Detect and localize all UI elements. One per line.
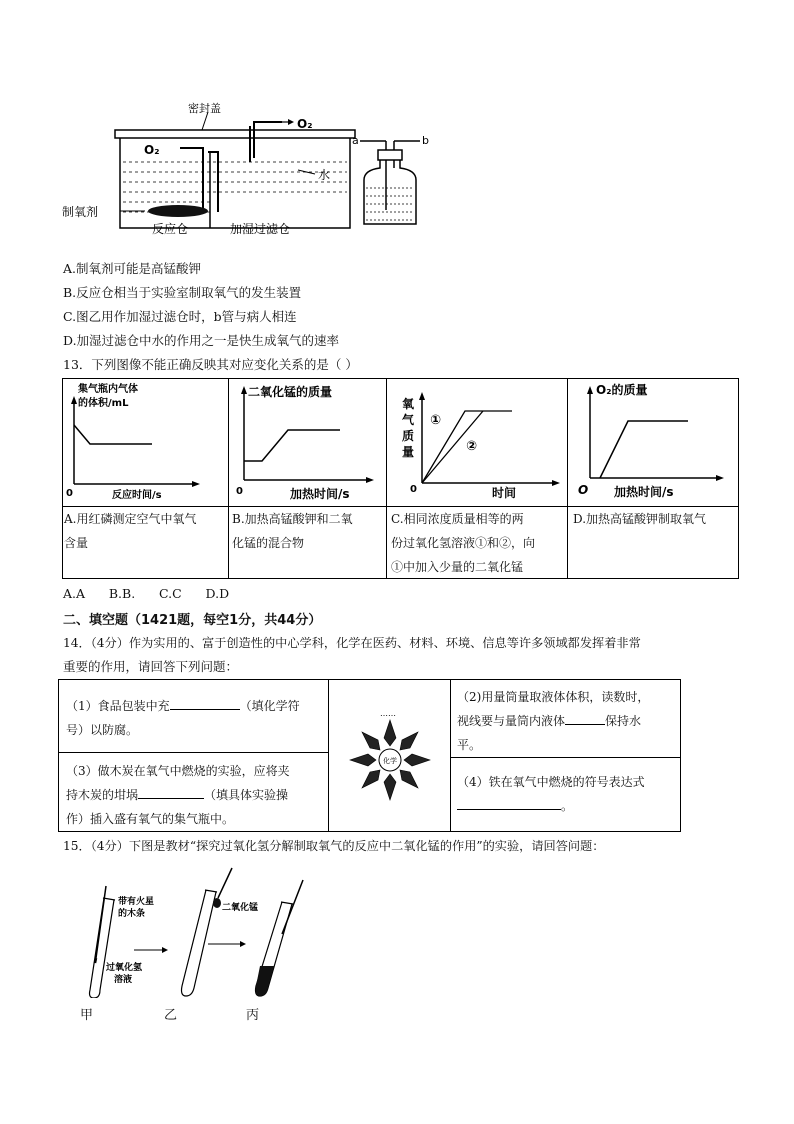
chart-d-caption: D.加热高锰酸钾制取氧气 xyxy=(573,512,707,526)
q14-blank-4[interactable] xyxy=(457,797,561,810)
seal-label: 密封盖 xyxy=(188,102,221,115)
q13-stem: 13．下列图像不能正确反映其对应变化关系的是（ ） xyxy=(63,357,358,372)
chart-b-origin: 0 xyxy=(236,486,243,497)
q14-cell-1: （1）食品包装中充 （填化学符 号）以防腐。 xyxy=(66,699,300,737)
chart-c-ylabel-char: 质 xyxy=(402,429,415,443)
mno2-label: 二氧化锰 xyxy=(222,903,259,913)
test-tube-experiment-diagram xyxy=(70,862,340,998)
tube-yi xyxy=(182,868,233,996)
q12-option-c: C.图乙用作加湿过滤仓时，b管与病人相连 xyxy=(63,309,297,324)
chart-a-origin: 0 xyxy=(66,488,73,499)
tube-label-jia: 甲 xyxy=(80,1008,94,1023)
emblem-text: 化学 xyxy=(383,757,397,765)
chart-d-origin: O xyxy=(578,483,589,497)
q15-stem: 15．（4分）下图是教材“探究过氧化氢分解制取氧气的反应中二氧化锰的作用”的实验，请回答问题： xyxy=(63,839,605,853)
o2-out-label: O₂ xyxy=(297,117,313,131)
q14-blank-2[interactable] xyxy=(565,712,605,725)
chart-c-marker-1: ① xyxy=(430,413,442,428)
q14-stem-line1: 14．（4分）作为实用的、富于创造性的中心学科，化学在医药、材料、环境、信息等许多领域都发挥着非常 xyxy=(63,636,641,650)
chart-b-line xyxy=(244,430,340,461)
chemistry-emblem-image xyxy=(346,708,436,808)
chart-d-line xyxy=(600,421,688,478)
filter-label: 加湿过滤仓 xyxy=(230,222,291,236)
q14-blank-1[interactable] xyxy=(170,697,240,710)
chart-a-ylabel-2: 的体积/mL xyxy=(78,398,129,409)
tube-label-yi: 乙 xyxy=(164,1008,178,1023)
reactor-label: 反应仓 xyxy=(152,222,189,236)
bottle-b-label: b xyxy=(422,134,429,147)
chart-c-caption: C.相同浓度质量相等的两 份过氧化氢溶液①和②，向 ①中加入少量的二氧化锰 xyxy=(391,512,536,574)
q14-blank-3[interactable] xyxy=(138,786,204,799)
chart-c-ylabel-char: 气 xyxy=(402,413,415,427)
oxygen-generator-diagram xyxy=(60,100,380,238)
chart-c-ylabel-char: 量 xyxy=(402,445,415,459)
section2-title: 二、填空题（1421题，每空1分，共44分） xyxy=(63,613,322,628)
solution-label-1: 过氧化氢 xyxy=(106,963,143,973)
chart-c-ylabel-char: 氧 xyxy=(402,397,415,411)
solution-label-2: 溶液 xyxy=(114,975,133,985)
chart-d xyxy=(570,380,738,506)
humidifier-bottle-diagram xyxy=(350,128,440,228)
chart-a xyxy=(64,380,228,506)
chart-d-ylabel: O₂的质量 xyxy=(596,383,648,397)
emblem-top-text: …… xyxy=(380,709,396,718)
q13-answer-options: A.A B.B. C.C D.D xyxy=(63,586,230,601)
agent-label: 制氧剂 xyxy=(62,205,99,219)
chart-b xyxy=(230,380,386,506)
chart-a-caption: A.用红磷测定空气中氧气 含量 xyxy=(64,512,197,550)
splint-label-2: 的木条 xyxy=(118,909,146,919)
chart-b-ylabel: 二氧化锰的质量 xyxy=(248,385,333,399)
chart-c-marker-2: ② xyxy=(466,439,478,454)
chart-c-xlabel: 时间 xyxy=(492,486,517,500)
water-label: 水 xyxy=(318,168,331,182)
chart-c-origin: 0 xyxy=(410,484,417,495)
o2-in-label: O₂ xyxy=(144,143,160,157)
chart-a-ylabel-1: 集气瓶内气体 xyxy=(78,384,138,395)
q14-cell-2: （2)用量筒量取液体体积，读数时， 视线要与量筒内液体 保持水 平。 xyxy=(457,690,650,752)
q14-cell-4: （4）铁在氧气中燃烧的符号表达式 。 xyxy=(457,775,645,813)
q12-option-a: A.制氧剂可能是高锰酸钾 xyxy=(63,261,202,276)
q12-option-b: B.反应仓相当于实验室制取氧气的发生装置 xyxy=(63,285,302,300)
tube-bing xyxy=(256,880,304,996)
chart-b-xlabel: 加热时间/s xyxy=(290,487,350,501)
chart-a-xlabel: 反应时间/s xyxy=(112,490,162,501)
tube-jia xyxy=(90,886,116,998)
chart-c xyxy=(388,380,568,506)
chart-b-caption: B.加热高锰酸钾和二氧 化锰的混合物 xyxy=(232,512,353,550)
chart-a-line xyxy=(74,425,152,444)
q12-option-d: D.加湿过滤仓中水的作用之一是快生成氧气的速率 xyxy=(63,333,340,348)
q14-stem-line2: 重要的作用，请回答下列问题： xyxy=(63,659,239,674)
chart-d-xlabel: 加热时间/s xyxy=(614,485,674,499)
bottle-a-label: a xyxy=(352,134,359,147)
tube-label-bing: 丙 xyxy=(246,1008,260,1023)
q14-cell-3: （3）做木炭在氧气中燃烧的实验，应将夹 持木炭的坩埚 （填具体实验操 作）插入盛有氧气的集气瓶中。 xyxy=(66,764,290,826)
splint-label-1: 带有火星 xyxy=(118,897,155,907)
